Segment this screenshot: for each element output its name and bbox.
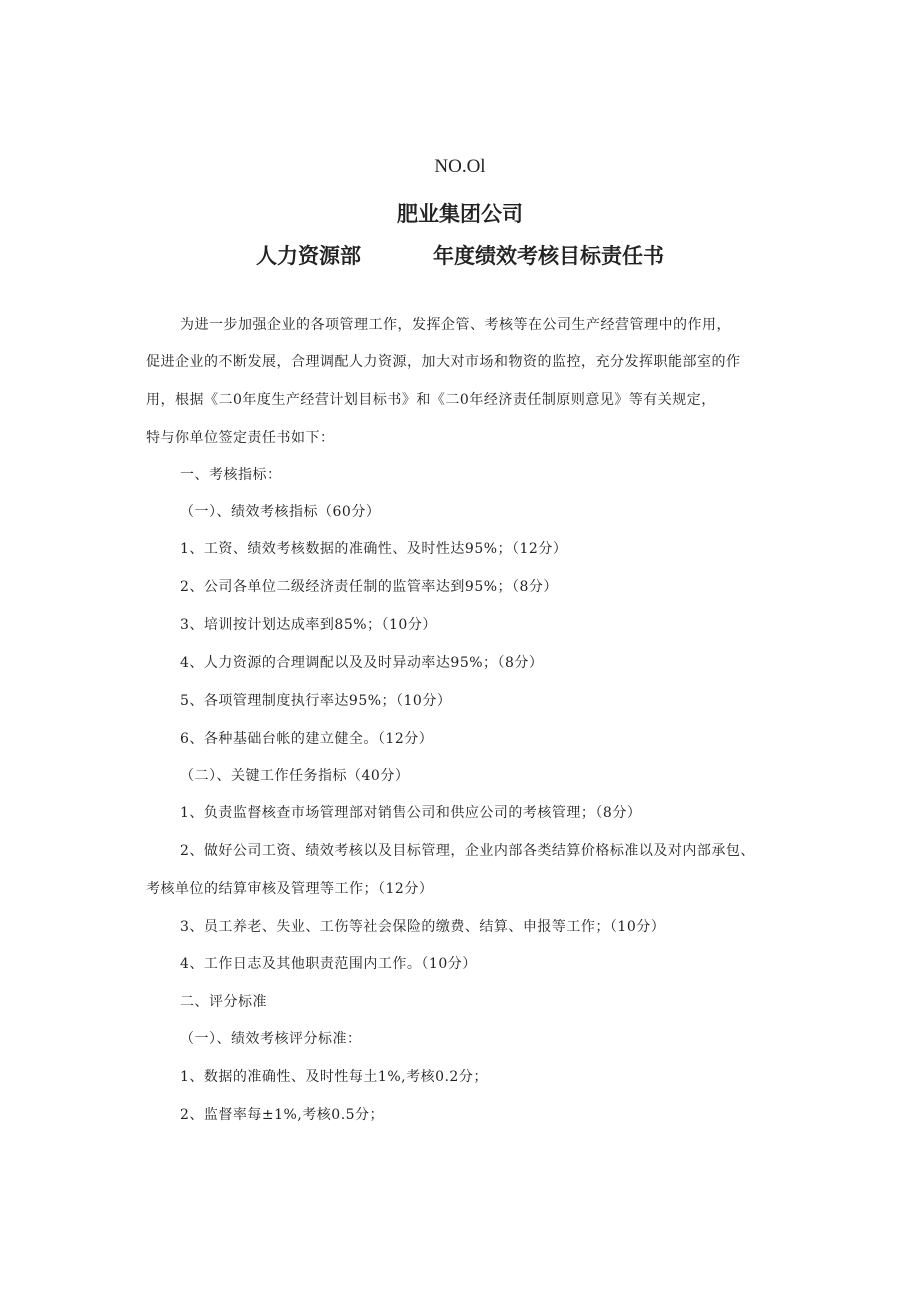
document-title <box>0 240 920 270</box>
intro-line: 为进一步加强企业的各项管理工作，发挥企管、考核等在公司生产经营管理中的作用， <box>180 317 731 333</box>
list-item: 4、人力资源的合理调配以及及时异动率达95%；（8分） <box>180 655 544 671</box>
list-item: 2、监督率每±1%,考核0.5分； <box>180 1107 385 1123</box>
intro-line: 用，根据《二0年度生产经营计划目标书》和《二0年经济责任制原则意见》等有关规定， <box>146 392 716 408</box>
company-title: 肥业集团公司 <box>397 202 523 226</box>
document-number: NO.Ol <box>434 156 486 177</box>
list-item: 4、工作日志及其他职责范围内工作。（10分） <box>180 956 477 972</box>
list-item: 3、培训按计划达成率到85%；（10分） <box>180 617 437 633</box>
section-heading: 一、考核指标： <box>180 467 282 483</box>
list-item: 1、工资、绩效考核数据的准确性、及时性达95%；（12分） <box>180 541 568 557</box>
intro-line: 特与你单位签定责任书如下： <box>146 430 335 446</box>
subsection-heading: （一）、绩效考核指标（60分） <box>180 504 381 520</box>
intro-line: 促进企业的不断发展，合理调配人力资源，加大对市场和物资的监控，充分发挥职能部室的作 <box>146 354 741 370</box>
document-title-text: 年度绩效考核目标责任书 <box>433 244 664 268</box>
subsection-heading: （二）、关键工作任务指标（40分） <box>180 768 410 784</box>
list-item: 1、数据的准确性、及时性每土1%,考核0.2分； <box>180 1069 488 1085</box>
list-item: 2、做好公司工资、绩效考核以及目标管理，企业内部各类结算价格标准以及对内部承包、 <box>180 843 755 859</box>
list-item: 5、各项管理制度执行率达95%；（10分） <box>180 693 452 709</box>
list-item: 1、负责监督核查市场管理部对销售公司和供应公司的考核管理；（8分） <box>180 805 642 821</box>
department-name: 人力资源部 <box>256 244 361 268</box>
section-heading: 二、评分标准 <box>180 994 267 1010</box>
list-item: 2、公司各单位二级经济责任制的监管率达到95%；（8分） <box>180 579 558 595</box>
subsection-heading: （一）、绩效考核评分标准： <box>180 1031 362 1047</box>
list-item: 3、员工养老、失业、工伤等社会保险的缴费、结算、申报等工作；（10分） <box>180 919 666 935</box>
list-item: 6、各种基础台帐的建立健全。（12分） <box>180 731 434 747</box>
list-item: 考核单位的结算审核及管理等工作；（12分） <box>146 881 434 897</box>
